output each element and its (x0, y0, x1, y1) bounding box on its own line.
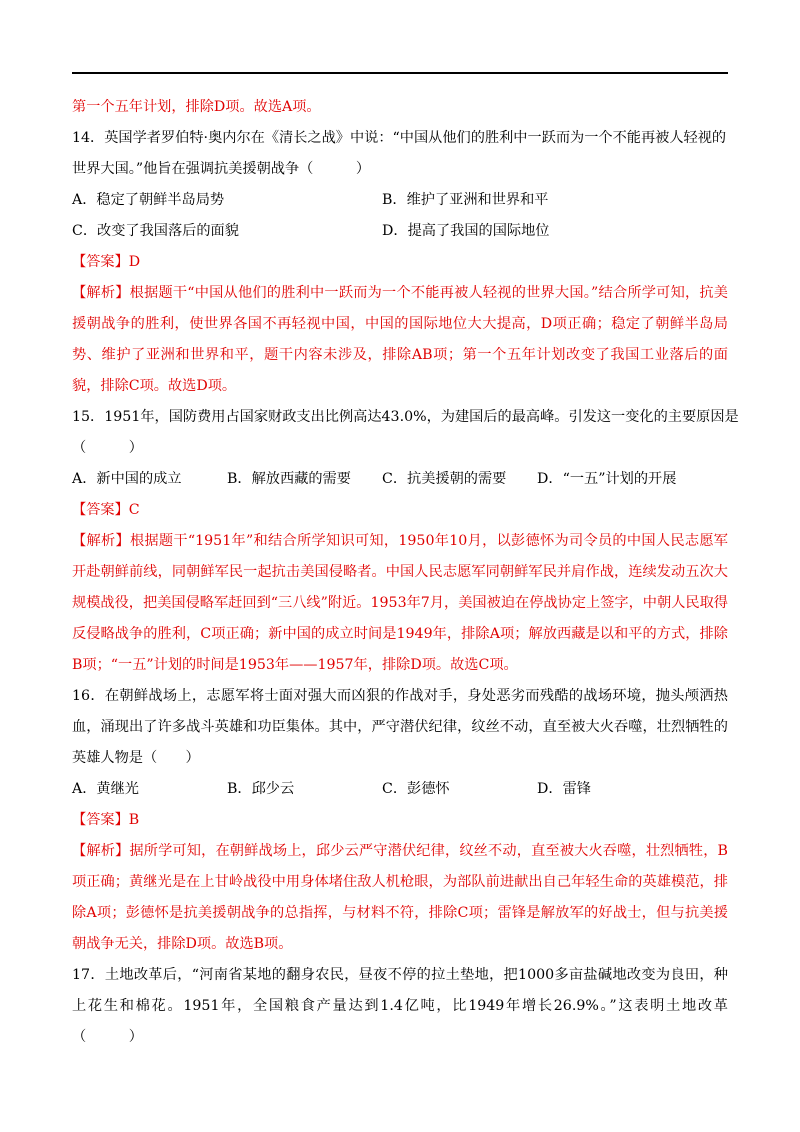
answer-value: C (128, 502, 140, 518)
option-b: B．维护了亚洲和世界和平 (382, 192, 549, 208)
question-14 (72, 123, 728, 402)
question-17-stem: 17．土地改革后，“河南省某地的翻身农民，昼夜不停的拉土垫地，把1000多亩盐碱地改变为良田，种上花生和棉花。1951年，全国粮食产量达到1.4亿吨，比1949年增长26.9%。”这表明土地改革（ ） (72, 967, 728, 1045)
header-rule (72, 72, 728, 74)
question-16 (72, 681, 728, 960)
question-15 (72, 402, 739, 681)
option-d: D．提高了我国的国际地位 (382, 223, 550, 239)
question-16-options (72, 774, 728, 805)
analysis-tag: 【解析】 (72, 533, 130, 549)
option-b: B．邱少云 (227, 781, 295, 797)
question-16-stem: 16．在朝鲜战场上，志愿军将士面对强大而凶狠的作战对手，身处恶劣而残酷的战场环境，抛头颅洒热血，涌现出了许多战斗英雄和功臣集体。其中，严守潜伏纪律，纹丝不动，直至被大火吞噬，壮烈牺牲的英雄人物是（ ） (72, 688, 728, 766)
question-15-analysis (72, 526, 728, 681)
question-16-answer (72, 805, 728, 836)
question-14-options-row-2 (72, 216, 728, 247)
analysis-text: 根据题干“1951年”和结合所学知识可知，1950年10月，以彭德怀为司令员的中国人民志愿军开赴朝鲜前线，同朝鲜军民一起抗击美国侵略者。中国人民志愿军同朝鲜军民并肩作战，连续发动五次大规模战役，把美国侵略军赶回到“三八线”附近。1953年7月，美国被迫在停战协定上签字，中朝人民取得反侵略战争的胜利，C项正确；新中国的成立时间是1949年，排除A项；解放西藏是以和平的方式，排除B项；“一五”计划的时间是1953年——1957年，排除D项。故选C项。 (72, 533, 728, 673)
analysis-tag: 【解析】 (72, 843, 130, 859)
question-14-stem-line-2: 世界大国。”他旨在强调抗美援朝战争（ ） (72, 161, 371, 177)
option-d: D．雷锋 (537, 781, 591, 797)
analysis-tag: 【解析】 (72, 285, 130, 301)
question-14-options-row-1 (72, 185, 728, 216)
answer-value: B (128, 812, 140, 828)
question-16-analysis (72, 836, 728, 960)
answer-value: D (128, 254, 141, 270)
question-17 (72, 960, 728, 1053)
question-14-analysis (72, 278, 728, 402)
question-15-stem-line-2: （ ） (72, 440, 143, 456)
analysis-text: 据所学可知，在朝鲜战场上，邱少云严守潜伏纪律，纹丝不动，直至被大火吞噬，壮烈牺牲，B项正确；黄继光是在上甘岭战役中用身体堵住敌人机枪眼，为部队前进献出自己年轻生命的英雄模范，排除A项；彭德怀是抗美援朝战争的总指挥，与材料不符，排除C项；雷锋是解放军的好战士，但与抗美援朝战争无关，排除D项。故选B项。 (72, 843, 728, 952)
question-15-options (72, 464, 728, 495)
option-a: A．新中国的成立 (72, 471, 182, 487)
question-15-stem-line-1: 15．1951年，国防费用占国家财政支出比例高达43.0%，为建国后的最高峰。引发这一变化的主要原因是 (72, 409, 739, 425)
option-b: B．解放西藏的需要 (227, 471, 351, 487)
previous-analysis-tail: 第一个五年计划，排除D项。故选A项。 (72, 99, 321, 115)
option-a: A．黄继光 (72, 781, 139, 797)
analysis-text: 根据题干“中国从他们的胜利中一跃而为一个不能再被人轻视的世界大国。”结合所学可知，抗美援朝战争的胜利，使世界各国不再轻视中国，中国的国际地位大大提高，D项正确；稳定了朝鲜半岛局势、维护了亚洲和世界和平，题干内容未涉及，排除AB项；第一个五年计划改变了我国工业落后的面貌，排除C项。故选D项。 (72, 285, 728, 394)
option-a: A．稳定了朝鲜半岛局势 (72, 192, 225, 208)
option-c: C．抗美援朝的需要 (382, 471, 507, 487)
document-body (72, 92, 739, 1053)
option-d: D．“一五”计划的开展 (537, 471, 677, 487)
option-c: C．彭德怀 (382, 781, 450, 797)
question-14-stem-line-1: 14．英国学者罗伯特·奥内尔在《清长之战》中说：“中国从他们的胜利中一跃而为一个不能再被人轻视的 (72, 130, 727, 146)
answer-tag: 【答案】 (72, 254, 129, 270)
answer-tag: 【答案】 (72, 812, 129, 828)
option-c: C．改变了我国落后的面貌 (72, 223, 239, 239)
answer-tag: 【答案】 (72, 502, 129, 518)
question-15-answer (72, 495, 728, 526)
question-14-answer (72, 247, 728, 278)
